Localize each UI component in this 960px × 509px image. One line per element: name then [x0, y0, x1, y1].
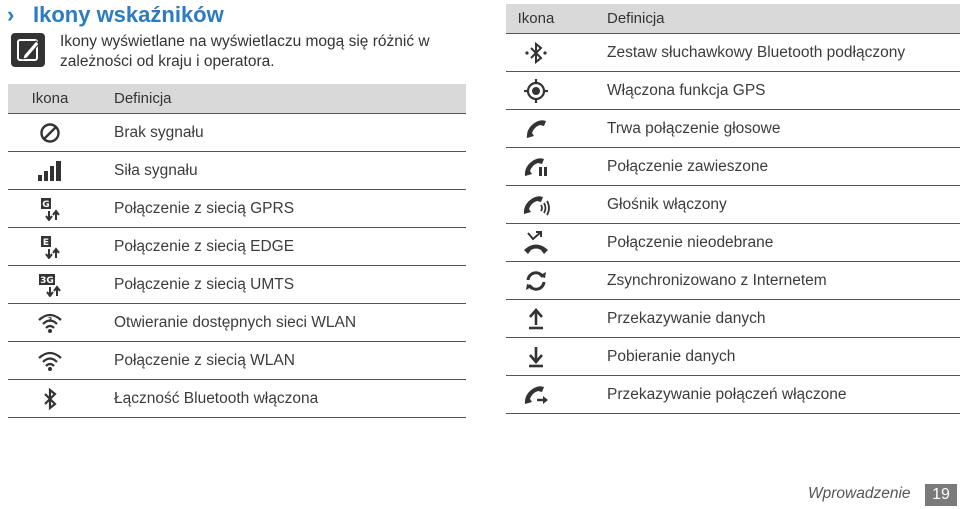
table-row: [506, 262, 960, 300]
row-definition: Głośnik włączony: [566, 186, 960, 224]
row-definition: Połączenie nieodebrane: [566, 224, 960, 262]
row-definition: Włączona funkcja GPS: [566, 72, 960, 110]
speakerphone-icon: [521, 194, 551, 216]
icon-table-left: [8, 84, 466, 418]
table-row: [8, 114, 466, 152]
svg-text:G: G: [42, 199, 50, 210]
gprs-icon: [39, 197, 61, 221]
missed-call-icon: [522, 231, 550, 255]
table-header: [506, 4, 960, 34]
section-title: Ikony wskaźników: [33, 2, 224, 27]
edge-icon: [39, 235, 61, 259]
table-row: [506, 148, 960, 186]
footer-section-label: Wprowadzenie: [808, 485, 911, 502]
row-definition: Trwa połączenie głosowe: [566, 110, 960, 148]
umts-icon: [38, 273, 62, 297]
call-forwarding-icon: [522, 384, 550, 406]
table-row: [8, 342, 466, 380]
row-definition: Połączenie zawieszone: [566, 148, 960, 186]
row-definition: Siła sygnału: [92, 152, 466, 190]
table-row: [8, 228, 466, 266]
gps-icon: [523, 78, 549, 104]
svg-text:?: ?: [47, 315, 53, 324]
download-icon: [526, 345, 546, 369]
voice-call-icon: [524, 118, 548, 140]
row-definition: Pobieranie danych: [566, 338, 960, 376]
row-definition: Połączenie z siecią UMTS: [92, 266, 466, 304]
header-definition: Definicja: [566, 4, 960, 34]
table-row: [506, 110, 960, 148]
header-icon: Ikona: [506, 4, 566, 34]
note-icon: [11, 33, 45, 67]
table-row: [506, 34, 960, 72]
bluetooth-icon: [42, 387, 58, 411]
sync-icon: [523, 269, 549, 293]
table-row: [506, 186, 960, 224]
table-row: [506, 72, 960, 110]
table-row: [506, 224, 960, 262]
row-definition: Połączenie z siecią EDGE: [92, 228, 466, 266]
icon-table-right: [506, 4, 960, 414]
row-definition: Łączność Bluetooth włączona: [92, 380, 466, 418]
wlan-open-icon: [37, 312, 63, 334]
table-row: [8, 266, 466, 304]
table-row: [8, 304, 466, 342]
upload-icon: [526, 307, 546, 331]
table-row: [8, 152, 466, 190]
row-definition: Przekazywanie połączeń włączone: [566, 376, 960, 414]
note-text: Ikony wyświetlane na wyświetlaczu mogą się różnić w zależności od kraju i operatora.: [60, 33, 430, 70]
chevron-icon: ›: [7, 2, 15, 27]
wlan-connected-icon: [37, 350, 63, 372]
table-row: [506, 338, 960, 376]
svg-text:3G: 3G: [40, 275, 54, 286]
call-hold-icon: [522, 156, 550, 178]
bluetooth-headset-icon: [523, 41, 549, 65]
svg-text:E: E: [42, 237, 50, 248]
table-row: [8, 380, 466, 418]
row-definition: Przekazywanie danych: [566, 300, 960, 338]
no-signal-icon: [39, 122, 61, 144]
table-row: [8, 190, 466, 228]
row-definition: Połączenie z siecią WLAN: [92, 342, 466, 380]
header-definition: Definicja: [92, 84, 466, 114]
row-definition: Brak sygnału: [92, 114, 466, 152]
row-definition: Połączenie z siecią GPRS: [92, 190, 466, 228]
table-row: [506, 300, 960, 338]
table-row: [506, 376, 960, 414]
signal-strength-icon: [37, 160, 63, 182]
table-header: [8, 84, 466, 114]
header-icon: Ikona: [8, 84, 92, 114]
page-number: 19: [925, 484, 957, 506]
row-definition: Zestaw słuchawkowy Bluetooth podłączony: [566, 34, 960, 72]
row-definition: Zsynchronizowano z Internetem: [566, 262, 960, 300]
row-definition: Otwieranie dostępnych sieci WLAN: [92, 304, 466, 342]
